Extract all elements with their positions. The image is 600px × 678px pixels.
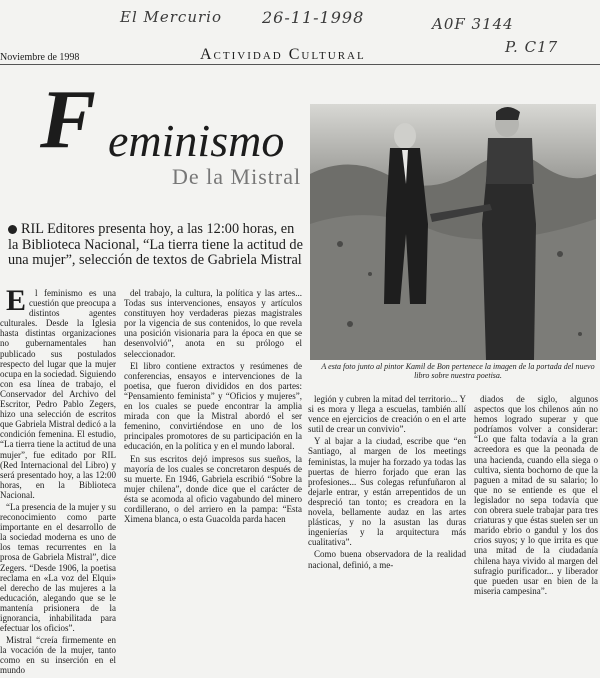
lead-text: RIL Editores presenta hoy, a las 12:00 horas, en la Biblioteca Nacional, “La tierra tiene la actitud de una mujer”, selección de textos de Gabriela Mistral — [8, 221, 303, 268]
paragraph: Y al bajar a la ciudad, escribe que “en Santiago, al margen de los meetings feministas, la mujer ha forzado ya todas las puertas de hierro forjado que eran las profesiones... Sus colegas refunfuñaron al dejarle entrar, y están arrepentidos de un despreció tan tonto; es creadora en la novela, bellamente audaz en las artes plásticas, y no la asustan las duras ingenierías y la arquitectura más cualitativa”. — [308, 436, 466, 548]
article-column-2 — [124, 288, 302, 526]
paragraph: En sus escritos dejó impresos sus sueños, la mayoría de los cuales se concretaron después de su muerte. En 1946, Gabriela escribió “Sobre la mujer chilena”, donde dice que el carácter de ésta se acomoda al oficio vagabundo del minero cordillerano, o del arriero en la pampa: “Esta Ximena blanca, o esta Guacolda parda hacen — [124, 453, 302, 525]
article-title: eminismo — [108, 115, 285, 166]
section-title: Actividad Cultural — [200, 46, 366, 63]
paragraph: Mistral “creía firmemente en la vocación de la mujer, tanto como en su inserción en el mundo — [0, 635, 116, 676]
article-column-1 — [0, 284, 116, 678]
photo-image — [310, 104, 596, 360]
handwritten-newspaper-name: El Mercurio — [120, 8, 222, 26]
article-column-4 — [474, 394, 598, 598]
header-rule — [0, 64, 600, 65]
photo-caption: A esta foto junto al pintor Kamil de Bon pertenece la imagen de la portada del nuevo libro sobre nuestra poetisa. — [321, 362, 595, 380]
paragraph: Como buena observadora de la realidad nacional, definió, a me- — [308, 549, 466, 570]
article-photo — [310, 104, 596, 360]
title-initial: F — [40, 73, 97, 166]
article-subtitle: De la Mistral — [172, 164, 302, 189]
paragraph: “La presencia de la mujer y su reconocimiento como parte importante en el desarrollo de la sociedad moderna es uno de los temas recurrentes en la prosa de Gabriela Mistral”, dice Zegers. “Desde 1906, la poetisa reclama en «La voz del Elqui» el derecho de las mujeres a la educación, alegando que se le mantenía prisionera de la ignorancia, inhabilitada para efectuar los oficios”. — [0, 501, 116, 634]
issue-date: Noviembre de 1998 — [0, 52, 80, 63]
paragraph: El libro contiene extractos y resúmenes de conferencias, ensayos e intervenciones de la poetisa, que fueron divididos en dos partes: “Pensamiento feminista” y “Oficios y mujeres”, en los cuales se puede encontrar la amplia mirada con que la Mistral abordó el ser femenino, convirtiéndose en uno de los principales promotores de su participación en la educación, en la política y en el mundo laboral. — [124, 360, 302, 452]
paragraph: legión y cubren la mitad del territorio... Y si es mora y llega a escuelas, también allí vence en ejercicios de creación o en el arte sutil de crear un convivio”. — [308, 394, 466, 435]
handwritten-date: 26-11-1998 — [262, 8, 365, 27]
drop-cap: E — [6, 284, 27, 317]
paragraph: E l feminismo es una cuestión que preocupa a distintos agentes culturales. Desde la Iglesia hasta distintas organizaciones no gubernamentales han publicado sus postulados respecto del lugar que la mujer ocupa en la sociedad. Siguiendo con esa línea de trabajo, el Conservador del Archivo del Escritor, Pedro Pablo Zegers, hizo una selección de escritos que Gabriela Mistral dedicó a la condición femenina. El estudio, “La tierra tiene la actitud de una mujer”, fue editado por RIL (Red Internacional del Libro) y será presentado hoy, a las 12:00 horas, en la Biblioteca Nacional. — [0, 284, 116, 500]
lead-paragraph — [8, 222, 306, 269]
bullet-icon — [8, 225, 17, 234]
article-column-3 — [308, 394, 466, 572]
paragraph: diados de siglo, algunos aspectos que los chilenos aún no hemos logrado superar y que podríamos volver a considerar: “Lo que falta todavía a la gran acreedora es que la peonada de una hacienda, cuando ella siega o cultiva, sienta bochorno de que la paguen a mitad de su salario; lo que no se entiende es que el legislador no sepa todavía que con obrera suele trabajar para tres criaturas y que éstas suelen ser un marido ebrio o gandul y los dos crios suyos; y lo que irrita es que una mitad de la ciudadanía chilena haya vivido al margen del sufragio purificador... y liberador que pueden usar en bien de la miseria campesina”. — [474, 394, 598, 596]
handwritten-page-number: P. C17 — [505, 38, 559, 56]
handwritten-archive-code: A0F 3144 — [432, 15, 514, 33]
paragraph: del trabajo, la cultura, la política y las artes... Todas sus intervenciones, ensayos y artículos constituyen hoy verdaderas piezas magistrales por la vigencia de sus contenidos, lo que revela una posición visionaria para la época en que se desenvolvió”, anota en su prólogo el seleccionador. — [124, 288, 302, 359]
